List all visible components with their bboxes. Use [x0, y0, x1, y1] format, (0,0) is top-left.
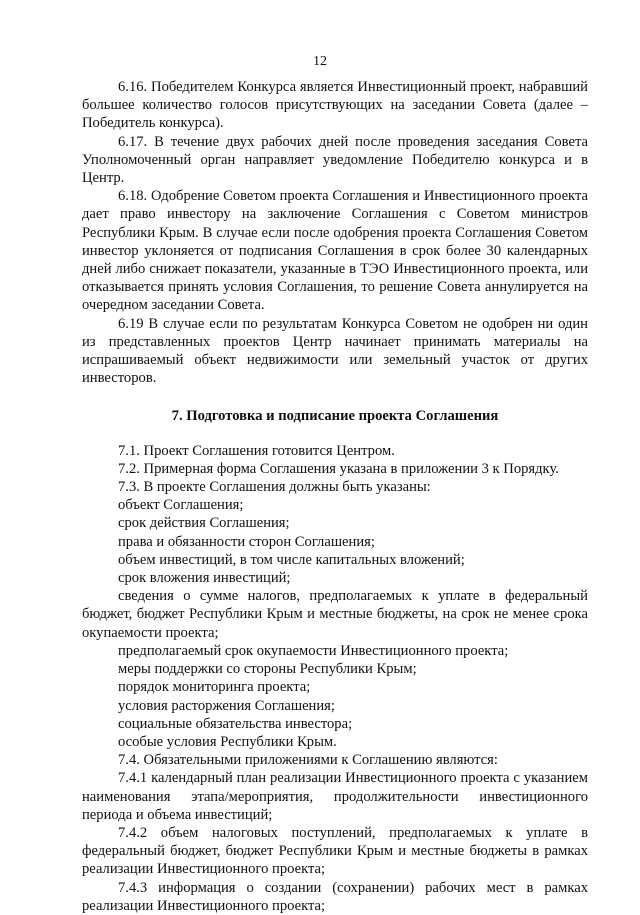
page-number: 12: [313, 54, 327, 69]
paragraph-7-4: 7.4. Обязательными приложениями к Соглашению являются:: [118, 752, 498, 769]
list-item: предполагаемый срок окупаемости Инвестиционного проекта;: [118, 642, 509, 659]
paragraph-6-17: 6.17. В течение двух рабочих дней после проведения заседания Совета Уполномоченный орган направляет уведомление Победителю конкурса и в Центр.: [82, 133, 588, 187]
paragraph-7-2: 7.2. Примерная форма Соглашения указана в приложении 3 к Порядку.: [118, 460, 559, 477]
list-item: объект Соглашения;: [118, 497, 244, 514]
list-item: срок действия Соглашения;: [118, 515, 290, 532]
list-item: сведения о сумме налогов, предполагаемых к уплате в федеральный бюджет, бюджет Республики Крым и местные бюджеты, на срок не менее срока окупаемости проекта;: [82, 588, 588, 641]
list-item: срок вложения инвестиций;: [118, 570, 291, 587]
paragraph-6-16: 6.16. Победителем Конкурса является Инвестиционный проект, набравший большее количество голосов присутствующих на заседании Совета (далее – Победитель конкурса).: [82, 79, 588, 132]
paragraph-7-4-1: 7.4.1 календарный план реализации Инвестиционного проекта с указанием наименования этапа/мероприятия, продолжительности инвестиционного периода и объема инвестиций;: [82, 770, 588, 823]
paragraph-6-19: 6.19 В случае если по результатам Конкурса Советом не одобрен ни один из представленных проектов Центр начинает принимать материалы на испрашиваемый объект недвижимости или земельный участок от других инвесторов.: [82, 315, 588, 387]
list-item: социальные обязательства инвестора;: [118, 715, 353, 732]
list-item: особые условия Республики Крым.: [118, 733, 337, 750]
list-item: меры поддержки со стороны Республики Крым;: [118, 661, 417, 678]
list-item: условия расторжения Соглашения;: [118, 697, 335, 714]
document-body: [82, 78, 588, 915]
paragraph-7-4-2: 7.4.2 объем налоговых поступлений, предполагаемых к уплате в федеральный бюджет, бюджет Республики Крым и местные бюджеты в рамках реализации Инвестиционного проекта;: [82, 824, 588, 878]
paragraph-7-3: 7.3. В проекте Соглашения должны быть указаны:: [118, 479, 431, 496]
list-item: права и обязанности сторон Соглашения;: [118, 533, 375, 550]
list-item: порядок мониторинга проекта;: [118, 679, 311, 696]
list-item: объем инвестиций, в том числе капитальных вложений;: [118, 551, 465, 568]
section-heading: 7. Подготовка и подписание проекта Соглашения: [171, 408, 499, 425]
paragraph-7-4-3: 7.4.3 информация о создании (сохранении) рабочих мест в рамках реализации Инвестиционного проекта;: [82, 879, 588, 914]
paragraph-7-1: 7.1. Проект Соглашения готовится Центром.: [118, 442, 395, 459]
paragraph-6-18: 6.18. Одобрение Советом проекта Соглашения и Инвестиционного проекта дает право инвестору на заключение Соглашения с Советом министров Республики Крым. В случае если после одобрения проекта Соглашения Советом инвестор уклоняется от подписания Соглашения в срок более 30 календарных дней либо снижает показатели, указанные в ТЭО Инвестиционного проекта, или отказывается принять условия Соглашения, то решение Совета аннулируется на очередном заседании Совета.: [82, 188, 588, 314]
